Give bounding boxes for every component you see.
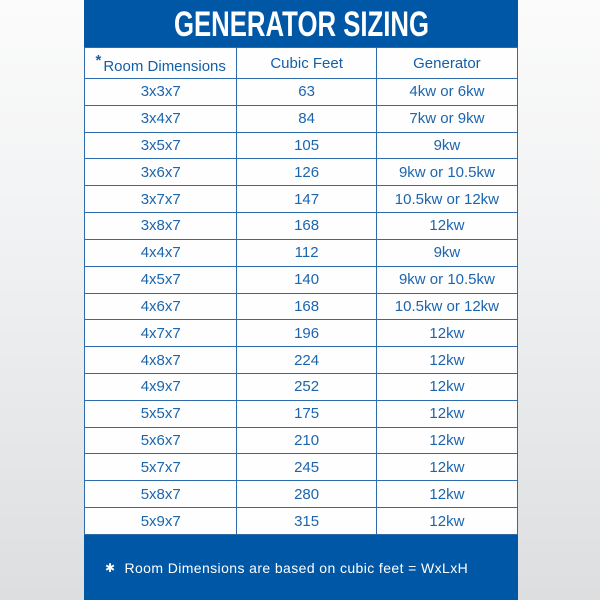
cell-cubic-feet: 280: [237, 481, 376, 508]
cell-room-dimensions: 3x8x7: [85, 213, 237, 240]
cell-cubic-feet: 168: [237, 213, 376, 240]
cell-cubic-feet: 196: [237, 320, 376, 347]
cell-generator: 12kw: [376, 508, 517, 535]
table-row: [85, 105, 518, 132]
table-row: [85, 481, 518, 508]
table-row: [85, 266, 518, 293]
table-header-row: [85, 48, 518, 79]
cell-room-dimensions: 3x5x7: [85, 132, 237, 159]
table-row: [85, 132, 518, 159]
cell-cubic-feet: 84: [237, 105, 376, 132]
table-row: [85, 373, 518, 400]
cell-generator: 12kw: [376, 454, 517, 481]
cell-room-dimensions: 4x7x7: [85, 320, 237, 347]
table-row: [85, 427, 518, 454]
cell-generator: 9kw: [376, 132, 517, 159]
page-title: GENERATOR SIZING: [173, 2, 429, 43]
cell-generator: 10.5kw or 12kw: [376, 293, 517, 320]
cell-generator: 12kw: [376, 481, 517, 508]
table-row: [85, 508, 518, 535]
footnote: [84, 535, 518, 600]
cell-generator: 12kw: [376, 320, 517, 347]
cell-room-dimensions: 4x8x7: [85, 347, 237, 374]
sizing-table: [84, 47, 518, 535]
column-header-cubic-feet: Cubic Feet: [237, 48, 376, 79]
table-row: [85, 239, 518, 266]
table-row: [85, 347, 518, 374]
cell-generator: 9kw or 10.5kw: [376, 266, 517, 293]
cell-cubic-feet: 252: [237, 373, 376, 400]
cell-generator: 12kw: [376, 373, 517, 400]
table-row: [85, 79, 518, 106]
cell-cubic-feet: 210: [237, 427, 376, 454]
table-row: [85, 454, 518, 481]
cell-cubic-feet: 315: [237, 508, 376, 535]
cell-generator: 10.5kw or 12kw: [376, 186, 517, 213]
cell-generator: 9kw or 10.5kw: [376, 159, 517, 186]
table-row: [85, 186, 518, 213]
cell-cubic-feet: 126: [237, 159, 376, 186]
table-body: [85, 79, 518, 535]
cell-room-dimensions: 3x6x7: [85, 159, 237, 186]
cell-cubic-feet: 245: [237, 454, 376, 481]
column-header-label: Room Dimensions: [103, 57, 226, 75]
cell-room-dimensions: 4x4x7: [85, 239, 237, 266]
cell-cubic-feet: 63: [237, 79, 376, 106]
table-row: [85, 293, 518, 320]
table-row: [85, 320, 518, 347]
footnote-text: Room Dimensions are based on cubic feet = WxLxH: [124, 559, 469, 576]
cell-cubic-feet: 224: [237, 347, 376, 374]
cell-room-dimensions: 4x9x7: [85, 373, 237, 400]
cell-generator: 4kw or 6kw: [376, 79, 517, 106]
cell-generator: 12kw: [376, 427, 517, 454]
cell-generator: 12kw: [376, 347, 517, 374]
cell-room-dimensions: 4x6x7: [85, 293, 237, 320]
cell-room-dimensions: 3x3x7: [85, 79, 237, 106]
cell-cubic-feet: 140: [237, 266, 376, 293]
cell-room-dimensions: 4x5x7: [85, 266, 237, 293]
column-header-generator: Generator: [376, 48, 517, 79]
column-header-room-dimensions: [85, 48, 237, 79]
table-row: [85, 159, 518, 186]
cell-room-dimensions: 5x5x7: [85, 400, 237, 427]
cell-cubic-feet: 147: [237, 186, 376, 213]
cell-cubic-feet: 168: [237, 293, 376, 320]
cell-room-dimensions: 5x8x7: [85, 481, 237, 508]
cell-room-dimensions: 5x6x7: [85, 427, 237, 454]
title-band: [84, 0, 518, 47]
generator-sizing-panel: [84, 0, 518, 600]
table-row: [85, 213, 518, 240]
cell-room-dimensions: 3x7x7: [85, 186, 237, 213]
table-row: [85, 400, 518, 427]
footnote-marker-icon: *: [95, 51, 102, 69]
footnote-star-icon: ✱: [105, 560, 116, 575]
cell-room-dimensions: 3x4x7: [85, 105, 237, 132]
cell-room-dimensions: 5x9x7: [85, 508, 237, 535]
cell-cubic-feet: 175: [237, 400, 376, 427]
cell-generator: 12kw: [376, 213, 517, 240]
cell-cubic-feet: 105: [237, 132, 376, 159]
cell-cubic-feet: 112: [237, 239, 376, 266]
cell-generator: 9kw: [376, 239, 517, 266]
cell-room-dimensions: 5x7x7: [85, 454, 237, 481]
cell-generator: 12kw: [376, 400, 517, 427]
cell-generator: 7kw or 9kw: [376, 105, 517, 132]
